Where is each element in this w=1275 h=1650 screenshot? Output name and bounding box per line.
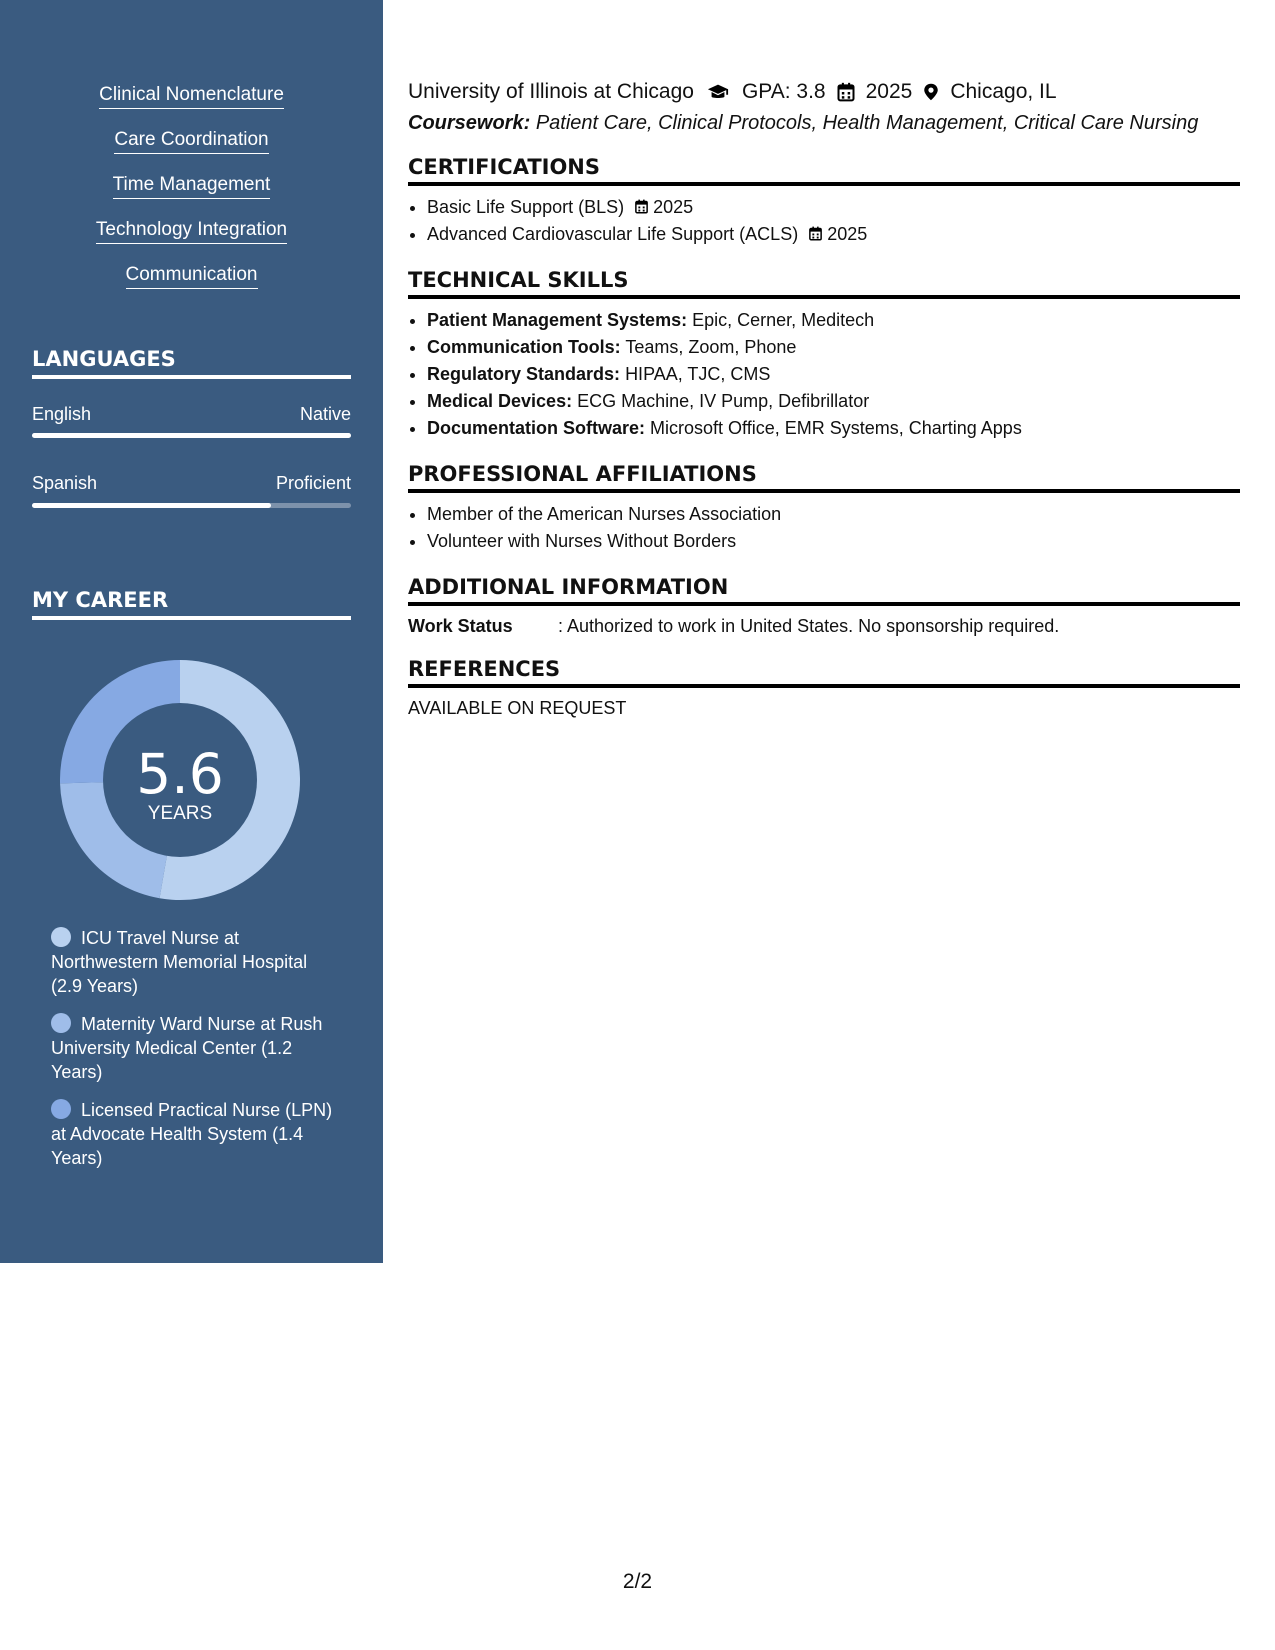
languages-heading: LANGUAGES [32,347,351,379]
graduation-year: 2025 [865,80,913,103]
career-item [51,1098,341,1170]
skill-item: Clinical Nomenclature [99,84,284,109]
career-heading: MY CAREER [32,588,351,620]
skill-item: Care Coordination [114,129,268,154]
career-label: Maternity Ward Nurse at Rush University Medical Center (1.2 Years) [51,1014,323,1082]
skill-values: HIPAA, TJC, CMS [625,364,771,384]
language-name: English [32,404,92,424]
affiliations-heading: PROFESSIONAL AFFILIATIONS [408,462,1240,493]
career-list [51,926,341,1184]
career-label: Licensed Practical Nurse (LPN) at Advocate Health System (1.4 Years) [51,1100,333,1168]
location-pin-icon [922,81,940,103]
graduation-cap-icon [704,81,732,103]
technical-skill-item [427,415,1240,442]
work-status-row [408,616,1240,637]
sidebar [0,0,383,1263]
additional-info-heading: ADDITIONAL INFORMATION [408,575,1240,606]
school-name: University of Illinois at Chicago [408,80,694,103]
language-name: Spanish [32,473,98,493]
gpa: GPA: 3.8 [741,80,826,103]
coursework-list: Patient Care, Clinical Protocols, Health Management, Critical Care Nursing [535,112,1199,134]
affiliation-item: • Volunteer with Nurses Without Borders [427,528,1240,555]
skills-list [0,84,383,309]
skill-values: ECG Machine, IV Pump, Defibrillator [577,391,870,411]
career-donut-chart [60,660,300,900]
technical-skill-item [427,307,1240,334]
references-heading: REFERENCES [408,657,1240,688]
career-item [51,1012,341,1084]
calendar-icon [836,81,856,103]
skill-values: Microsoft Office, EMR Systems, Charting Apps [650,418,1022,438]
career-label: ICU Travel Nurse at Northwestern Memorial Hospital (2.9 Years) [51,928,308,996]
main-content [408,78,1240,719]
affiliation-item: • Member of the American Nurses Association [427,501,1240,528]
language-bar [32,433,351,438]
skill-category: Documentation Software: [427,418,646,438]
location: Chicago, IL [950,80,1057,103]
calendar-icon [634,198,649,215]
references-text: AVAILABLE ON REQUEST [408,698,627,718]
skill-category: Medical Devices: [427,391,573,411]
skill-values: Teams, Zoom, Phone [625,337,797,357]
certification-year: 2025 [827,224,868,244]
language-row [32,473,351,494]
certification-item [427,221,1240,248]
work-status-label: Work Status [408,616,513,636]
skill-values: Epic, Cerner, Meditech [692,310,875,330]
certifications-heading: CERTIFICATIONS [408,155,1240,186]
language-level: Native [299,404,351,424]
coursework-label: Coursework: [408,112,531,134]
skill-category: Patient Management Systems: [427,310,688,330]
language-level: Proficient [275,473,351,493]
career-dot [51,1013,71,1033]
language-bar-fill [32,433,351,438]
work-status-value: : Authorized to work in United States. No sponsorship required. [558,616,1060,636]
certification-name: Advanced Cardiovascular Life Support (ACLS) [427,224,799,244]
language-bar [32,503,351,508]
page-number: 2/2 [622,1570,653,1593]
skill-item: Time Management [113,174,271,199]
skill-item: Technology Integration [96,219,287,244]
skill-item: Communication [126,264,258,289]
technical-skills-list [408,307,1240,442]
career-dot [51,1099,71,1119]
language-bar-fill [32,503,271,508]
certification-item [427,194,1240,221]
technical-skill-item [427,388,1240,415]
career-unit: YEARS [147,803,213,824]
certifications-list [408,194,1240,248]
education-line [408,78,1240,106]
language-row [32,404,351,425]
career-dot [51,927,71,947]
skill-category: Communication Tools: [427,337,621,357]
certification-year: 2025 [653,197,694,217]
coursework [408,112,1240,135]
affiliations-list [408,501,1240,555]
technical-skill-item [427,334,1240,361]
career-total: 5.6 [136,742,224,806]
technical-skills-heading: TECHNICAL SKILLS [408,268,1240,299]
career-item [51,926,341,998]
calendar-icon [808,225,823,242]
certification-name: Basic Life Support (BLS) [427,197,625,217]
technical-skill-item [427,361,1240,388]
skill-category: Regulatory Standards: [427,364,621,384]
